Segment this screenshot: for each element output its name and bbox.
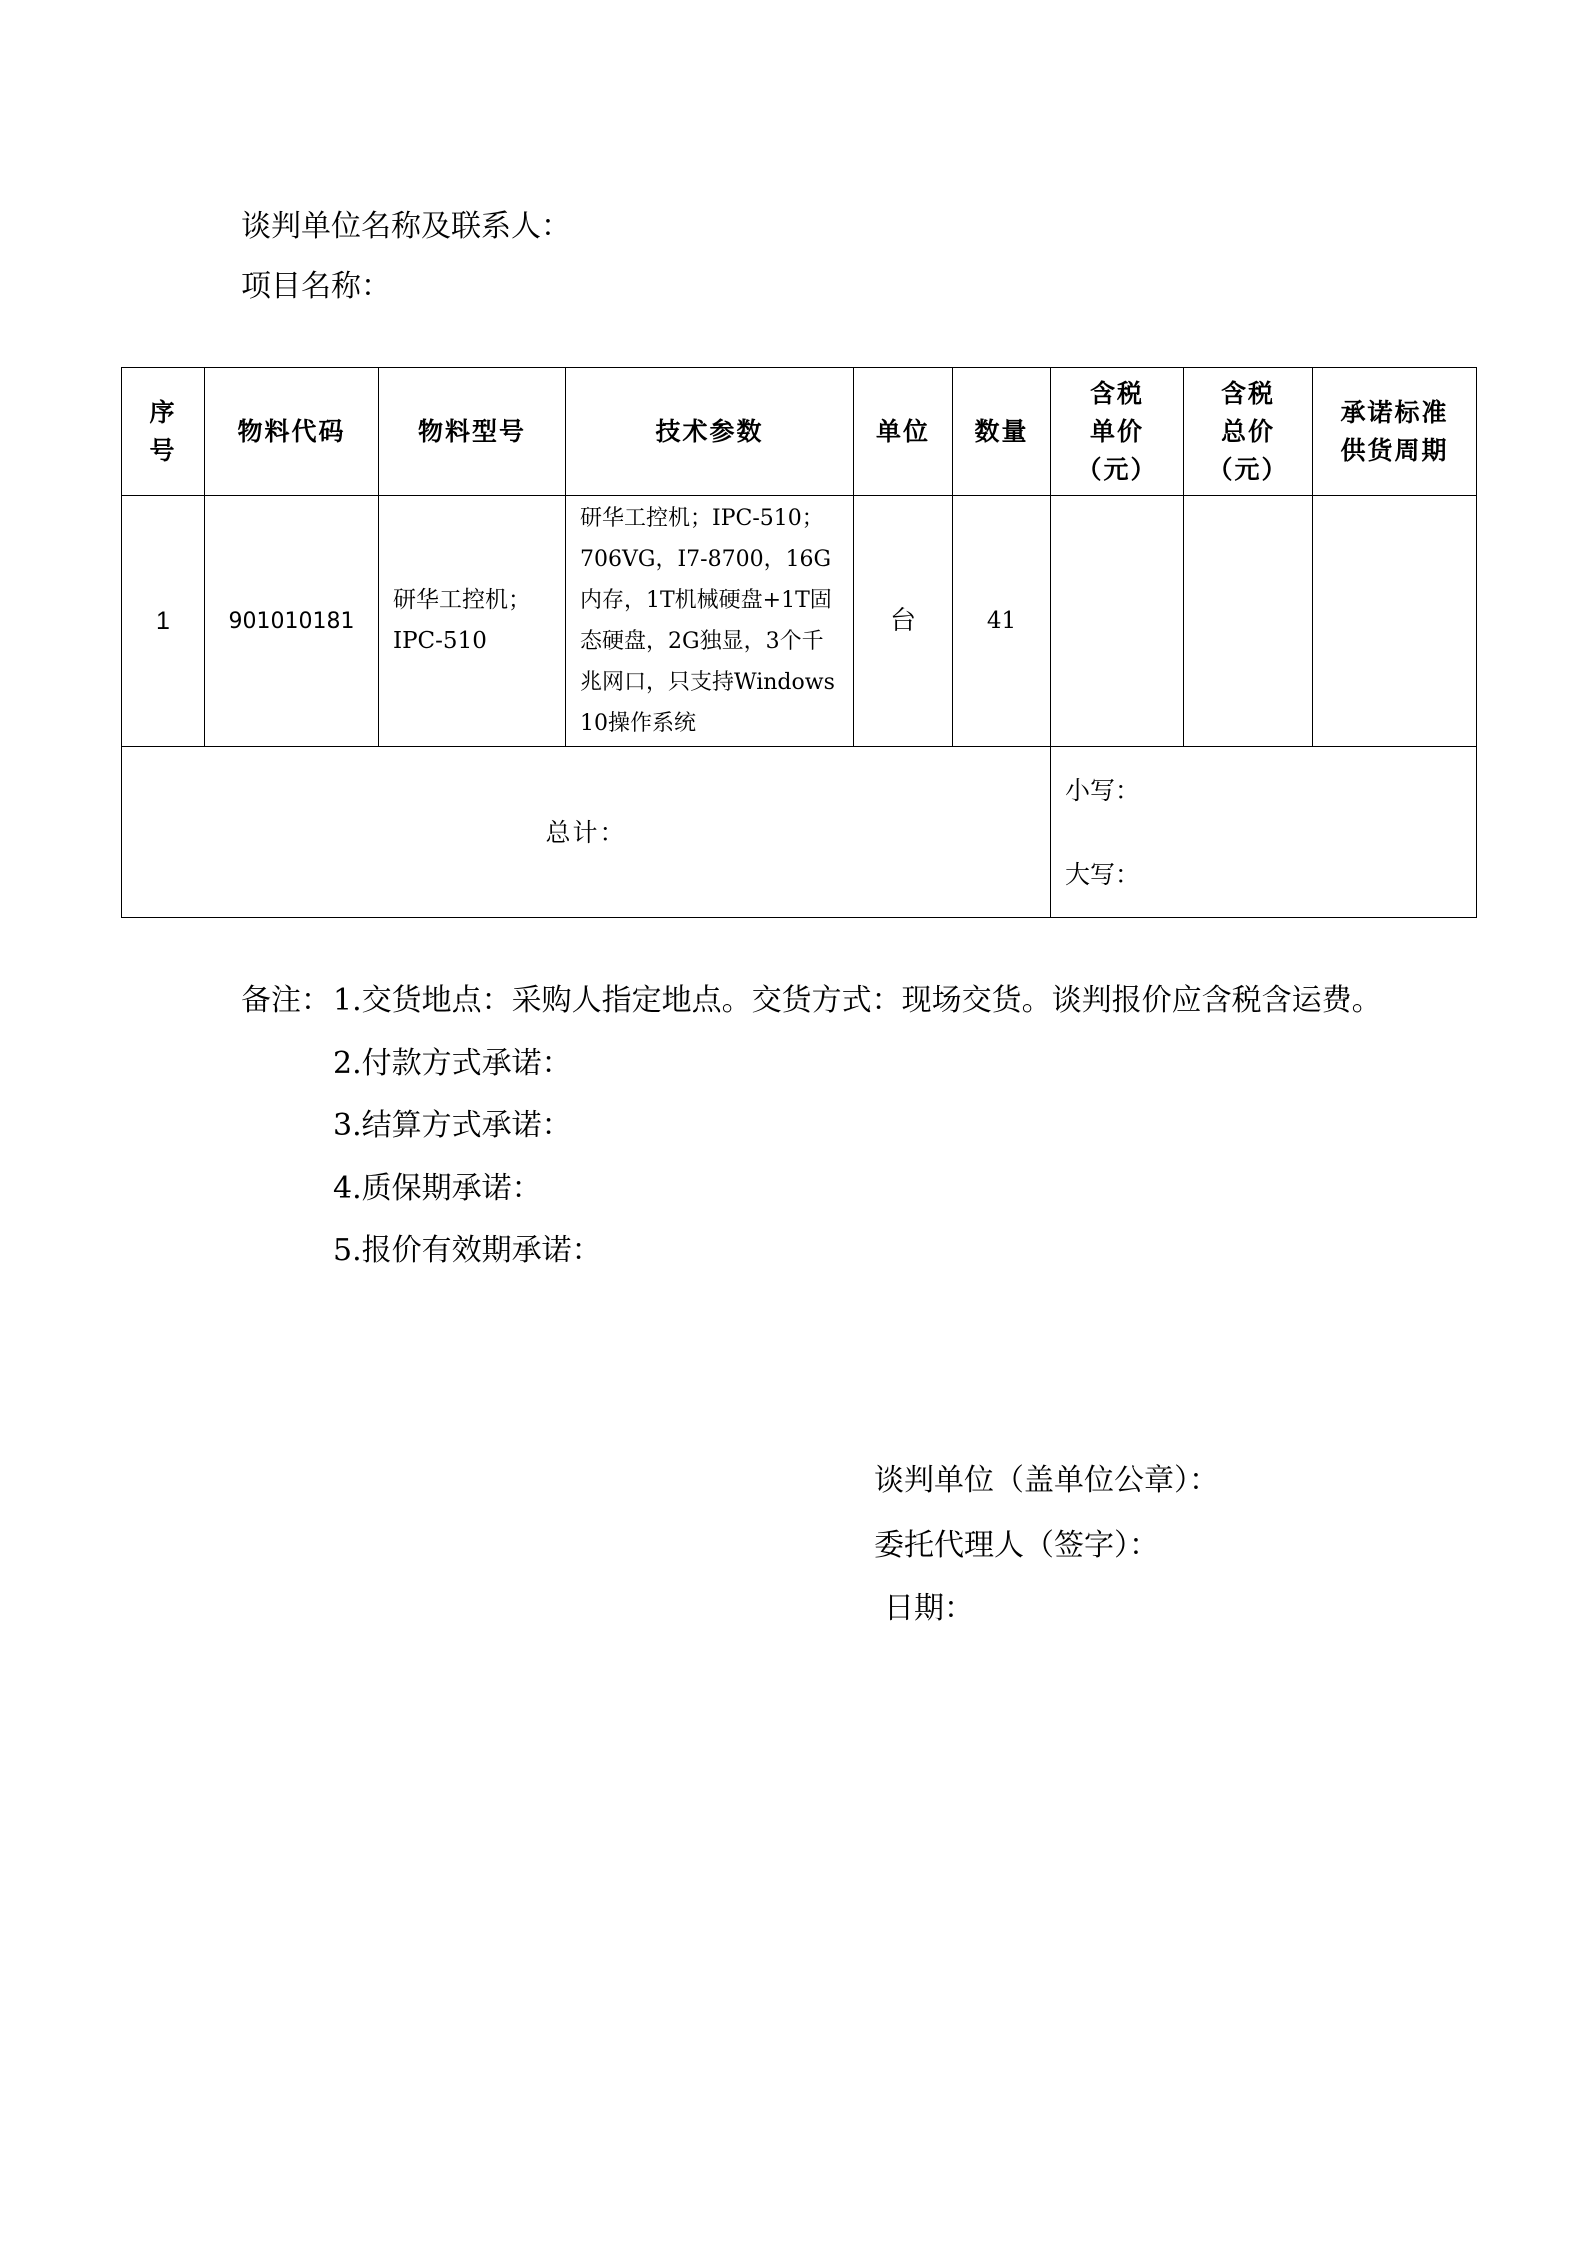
note-item-4: 4.质保期承诺： — [333, 1171, 542, 1206]
signature-agent-label: 委托代理人（签字）： — [874, 1528, 1159, 1563]
cell-spec: 研华工控机；IPC-510；706VG，I7-8700，16G内存，1T机械硬盘+1T固态硬盘，2G独显，3个千兆网口，只支持Windows 10操作系统 — [566, 496, 854, 747]
cell-model: 研华工控机；IPC-510 — [379, 496, 566, 747]
cell-unit-price — [1051, 496, 1184, 747]
col-header-total-price: 含税 总价 （元） — [1184, 368, 1313, 496]
negotiator-label: 谈判单位名称及联系人： — [241, 209, 571, 244]
amount-cell — [1051, 747, 1477, 918]
table-header-row — [122, 368, 1477, 496]
note-item-1: 1.交货地点：采购人指定地点。交货方式：现场交货。谈判报价应含税含运费。 — [333, 983, 1382, 1018]
cell-qty: 41 — [953, 496, 1051, 747]
note-item-3: 3.结算方式承诺： — [333, 1108, 572, 1143]
col-header-spec: 技术参数 — [566, 368, 854, 496]
table-total-row — [122, 747, 1477, 918]
amount-lower-label: 小写： — [1065, 776, 1141, 805]
table-row — [122, 496, 1477, 747]
cell-code: 901010181 — [205, 496, 379, 747]
col-header-qty: 数量 — [953, 368, 1051, 496]
project-name-label: 项目名称： — [241, 269, 391, 304]
notes-prefix: 备注： — [241, 983, 331, 1018]
col-header-unit-price: 含税 单价 （元） — [1051, 368, 1184, 496]
total-label: 总计： — [122, 747, 1051, 918]
cell-total-price — [1184, 496, 1313, 747]
note-item-2: 2.付款方式承诺： — [333, 1046, 572, 1081]
col-header-unit: 单位 — [854, 368, 953, 496]
quotation-table — [121, 367, 1477, 918]
cell-unit: 台 — [854, 496, 953, 747]
col-header-code: 物料代码 — [205, 368, 379, 496]
col-header-supply-period: 承诺标准 供货周期 — [1313, 368, 1477, 496]
col-header-model: 物料型号 — [379, 368, 566, 496]
amount-upper-label: 大写： — [1065, 860, 1141, 889]
cell-supply-period — [1313, 496, 1477, 747]
cell-seq: 1 — [122, 496, 205, 747]
signature-date-label: 日期： — [884, 1591, 974, 1626]
signature-unit-label: 谈判单位（盖单位公章）： — [874, 1463, 1219, 1498]
col-header-seq: 序 号 — [122, 368, 205, 496]
note-item-5: 5.报价有效期承诺： — [333, 1233, 602, 1268]
